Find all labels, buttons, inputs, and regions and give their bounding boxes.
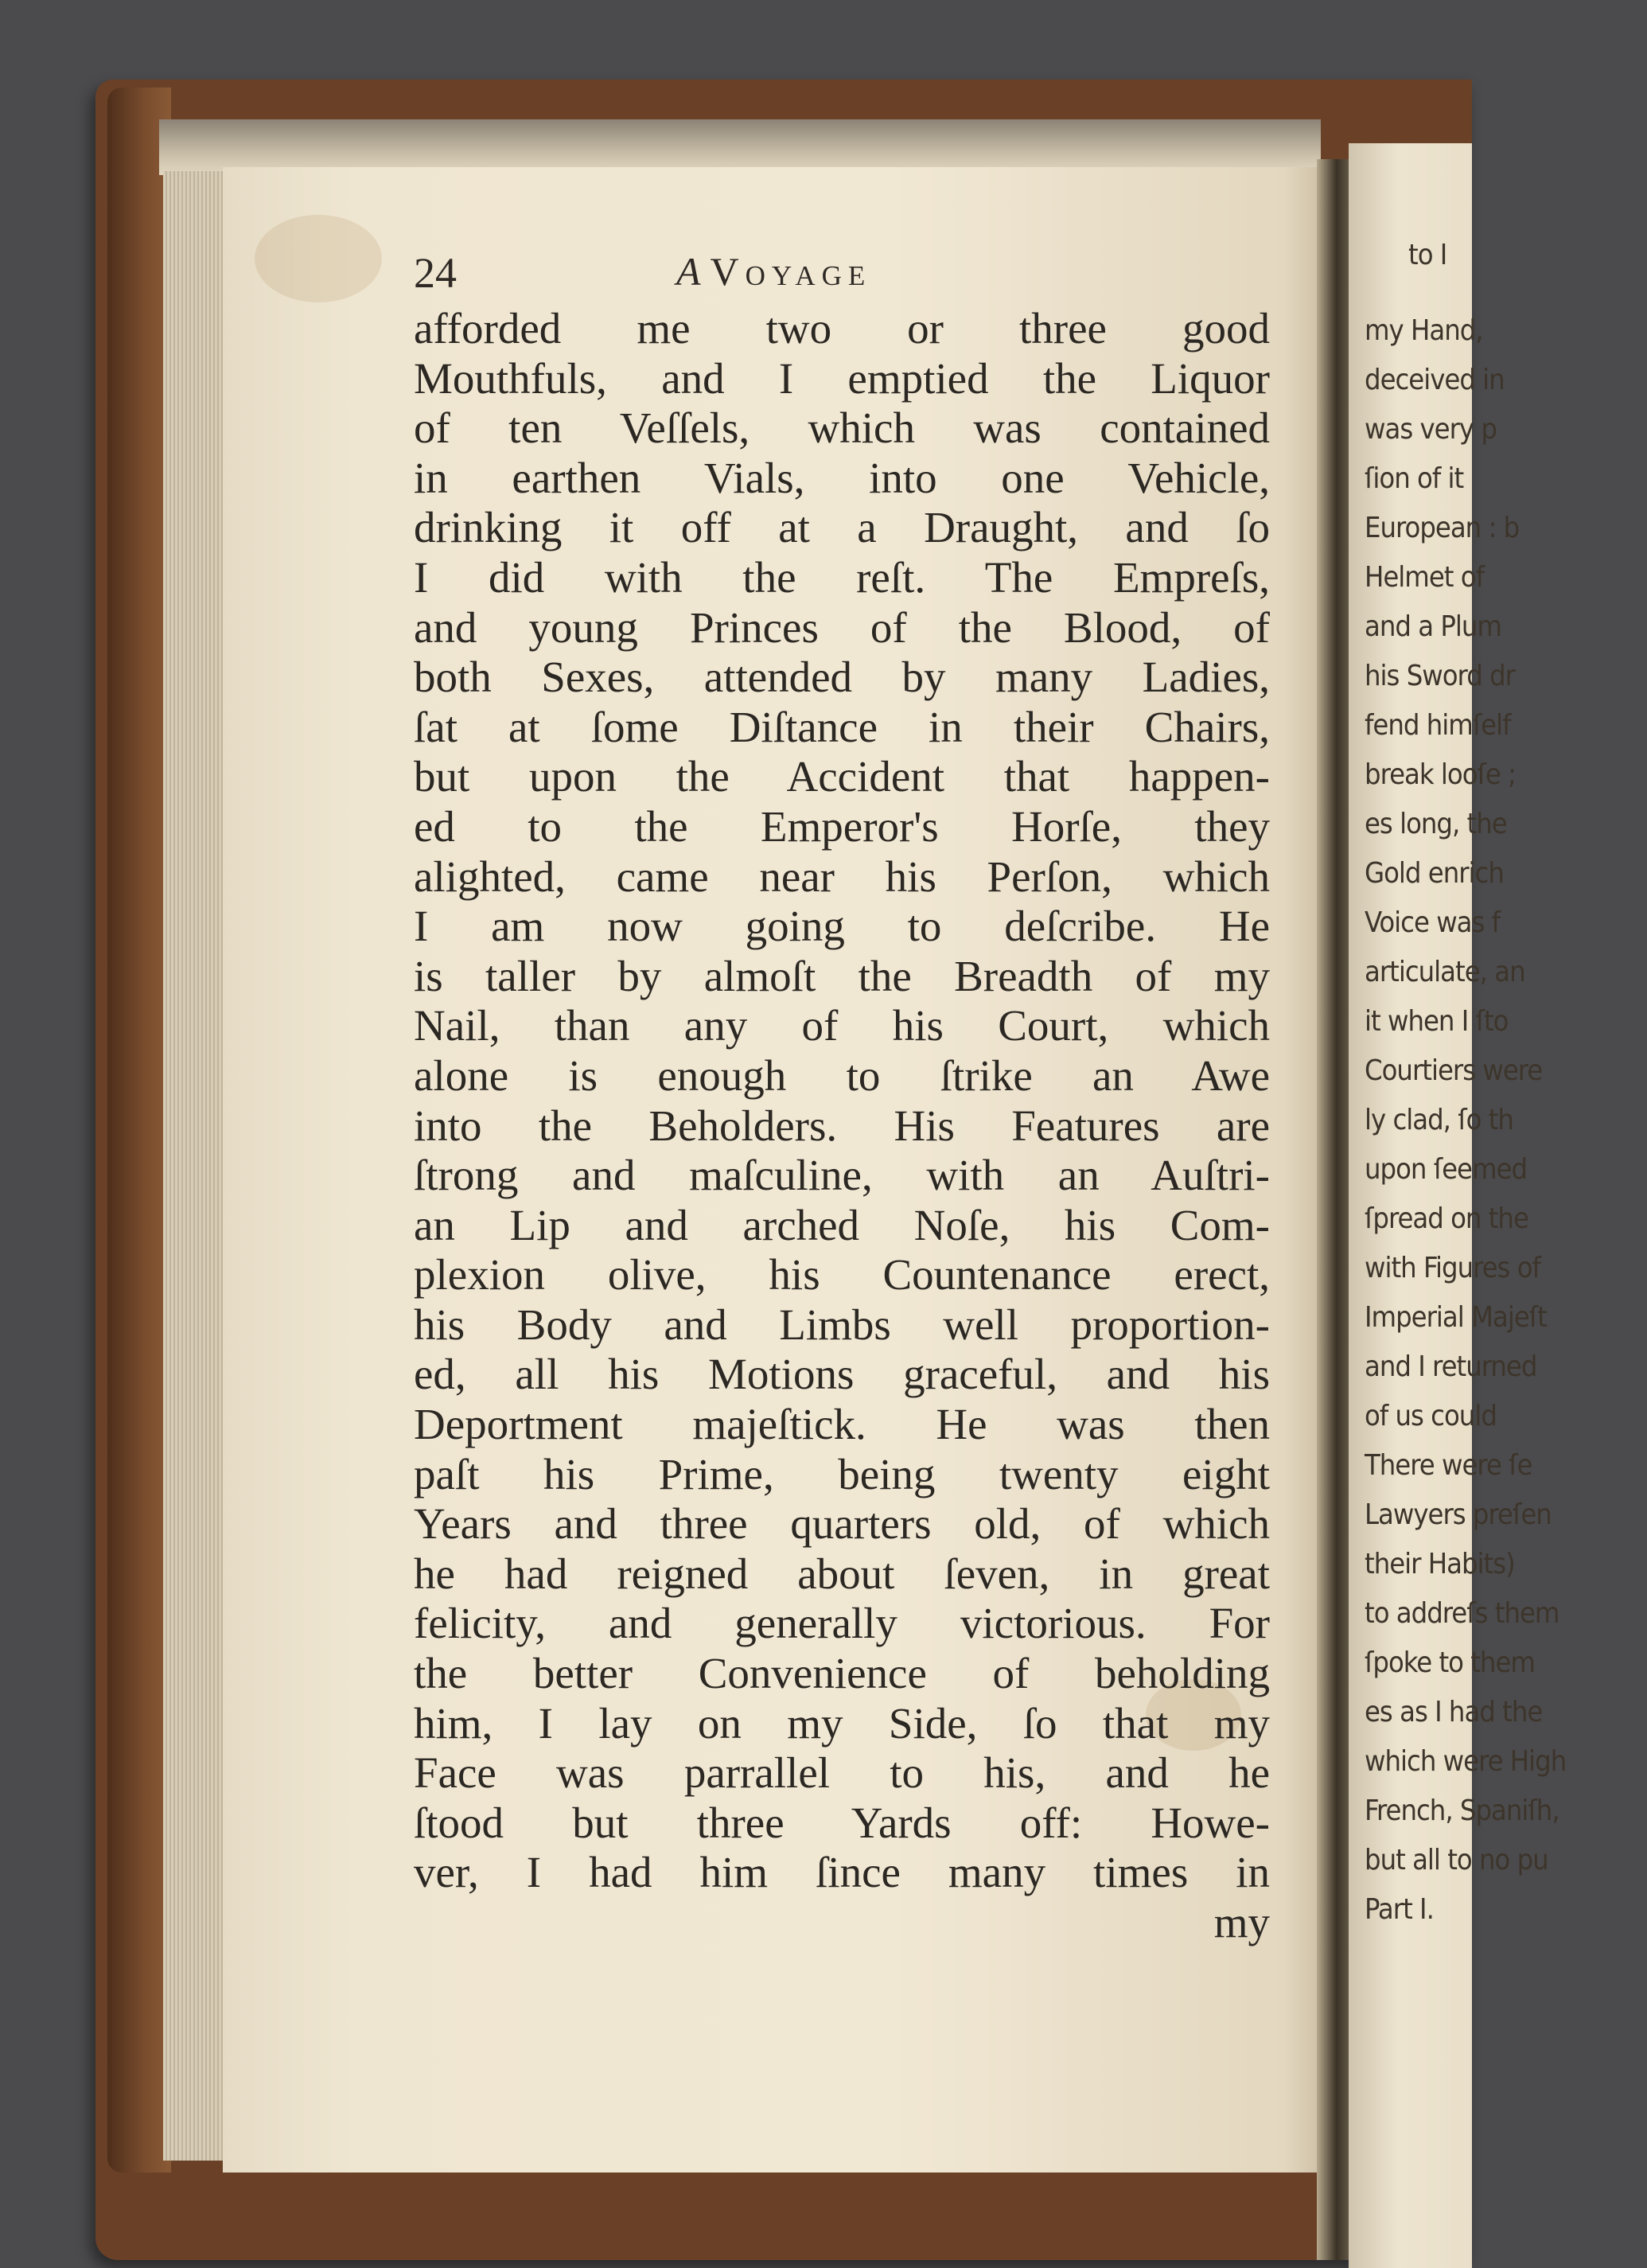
facing-page-line: to addreſs them	[1365, 1597, 1559, 1630]
text-line: ſtood but three Yards off: Howe-	[414, 1798, 1270, 1847]
text-line: both Sexes, attended by many Ladies,	[414, 653, 1270, 702]
facing-page-line: Imperial Majeſt	[1365, 1301, 1547, 1334]
text-line: an Lip and arched Noſe, his Com-	[414, 1200, 1270, 1249]
text-line: ver, I had him ſince many times in	[414, 1848, 1270, 1897]
facing-page-line: upon ſeemed	[1365, 1153, 1528, 1186]
text-line: drinking it off at a Draught, and ſo	[414, 503, 1270, 552]
running-head: A Voyage	[676, 249, 872, 294]
text-line: the better Convenience of beholding	[414, 1649, 1270, 1698]
facing-page-line: There were ſe	[1365, 1449, 1532, 1482]
text-line: ed, all his Motions graceful, and his	[414, 1350, 1270, 1399]
facing-page-line: and a Plum	[1365, 610, 1501, 643]
text-line: and young Princes of the Blood, of	[414, 602, 1270, 652]
facing-page-line: with Figures of	[1365, 1252, 1540, 1284]
facing-page-line: Courtiers were	[1365, 1054, 1543, 1087]
text-line: I am now going to deſcribe. He	[414, 902, 1270, 951]
facing-page-line: es long, the	[1365, 808, 1507, 840]
text-line: plexion olive, his Countenance erect,	[414, 1250, 1270, 1300]
facing-page-line: fend himſelf	[1365, 709, 1511, 742]
facing-page-line: was very p	[1365, 413, 1497, 446]
facing-page-line: European : b	[1365, 512, 1520, 544]
text-line: Years and three quarters old, of which	[414, 1499, 1270, 1549]
facing-page-line: Voice was f	[1365, 906, 1501, 939]
facing-page-line: Lawyers preſen	[1365, 1498, 1552, 1531]
book-gutter	[1317, 159, 1353, 2260]
page-header	[414, 248, 1130, 304]
facing-page-line: it when I ſto	[1365, 1005, 1509, 1038]
facing-page-line: of us could	[1365, 1400, 1497, 1432]
text-line: of ten Veſſels, which was contained	[414, 403, 1270, 453]
facing-page-line: French, Spaniſh,	[1365, 1795, 1559, 1827]
text-line: in earthen Vials, into one Vehicle,	[414, 453, 1270, 502]
facing-page-line: break looſe ;	[1365, 758, 1517, 791]
cover-board	[107, 88, 171, 2173]
text-line: afforded me two or three good	[414, 304, 1270, 353]
facing-page-line: and I returned	[1365, 1350, 1537, 1383]
text-line: into the Beholders. His Features are	[414, 1101, 1270, 1150]
text-line: his Body and Limbs well proportion-	[414, 1300, 1270, 1349]
text-line: alighted, came near his Perſon, which	[414, 851, 1270, 901]
facing-page-line: my Hand,	[1365, 314, 1483, 347]
text-line: Nail, than any of his Court, which	[414, 1001, 1270, 1050]
facing-page-line: which were High	[1365, 1745, 1567, 1778]
facing-page-line: ſpoke to them	[1365, 1646, 1535, 1679]
page-number: 24	[414, 249, 457, 297]
text-line: felicity, and generally victorious. For	[414, 1599, 1270, 1648]
text-line: ſat at ſome Diſtance in their Chairs,	[414, 702, 1270, 751]
facing-page-line: ly clad, ſo th	[1365, 1104, 1513, 1136]
text-line: Face was parrallel to his, and he	[414, 1748, 1270, 1798]
text-line: paſt his Prime, being twenty eight	[414, 1449, 1270, 1498]
text-line: my	[1213, 1898, 1270, 1947]
facing-page-line: Part I.	[1365, 1893, 1434, 1926]
facing-page-line: articulate, an	[1365, 956, 1525, 988]
text-line: but upon the Accident that happen-	[414, 752, 1270, 801]
text-line: I did with the reſt. The Empreſs,	[414, 552, 1270, 602]
facing-page-line: their Habits)	[1365, 1548, 1515, 1580]
facing-page-line: Gold enrich	[1365, 857, 1504, 890]
text-line: is taller by almoſt the Breadth of my	[414, 951, 1270, 1000]
text-line: Deportment majeſtick. He was then	[414, 1400, 1270, 1449]
text-line: ſtrong and maſculine, with an Auſtri-	[414, 1151, 1270, 1200]
facing-page-line: but all to no pu	[1365, 1844, 1548, 1876]
facing-page-line: to I	[1408, 239, 1447, 271]
facing-page	[1349, 143, 1567, 2268]
facing-page-line: ſpread on the	[1365, 1202, 1528, 1235]
facing-page-line: es as I had the	[1365, 1696, 1543, 1728]
facing-page-line: deceived in	[1365, 364, 1505, 396]
foxing-stain	[255, 215, 382, 302]
text-line: he had reigned about ſeven, in great	[414, 1549, 1270, 1598]
facing-page-line: Helmet of	[1365, 561, 1484, 594]
page-body-text	[414, 304, 1270, 1948]
text-line: alone is enough to ſtrike an Awe	[414, 1050, 1270, 1100]
text-line: ed to the Emperor's Horſe, they	[414, 801, 1270, 851]
facing-page-line: ſion of it	[1365, 462, 1464, 495]
text-line: him, I lay on my Side, ſo that my	[414, 1698, 1270, 1748]
facing-page-line: his Sword dr	[1365, 660, 1515, 692]
text-line: Mouthfuls, and I emptied the Liquor	[414, 353, 1270, 403]
